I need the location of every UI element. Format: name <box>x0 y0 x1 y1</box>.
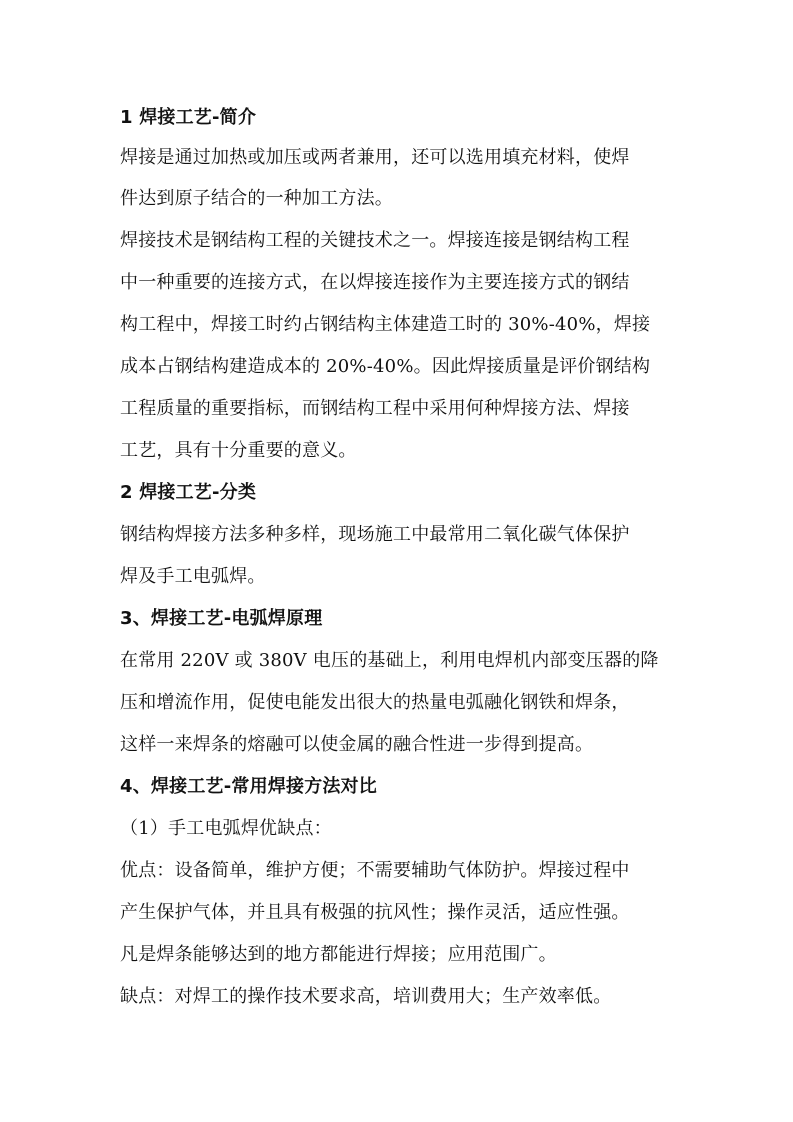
section-1-line-2: 件达到原子结合的一种加工方法。 <box>120 188 393 209</box>
section-1-heading: 1 焊接工艺-简介 <box>120 107 257 128</box>
section-1-line-7: 工程质量的重要指标，而钢结构工程中采用何种焊接方法、焊接 <box>120 398 630 419</box>
section-3-heading: 3、焊接工艺-电弧焊原理 <box>120 608 323 629</box>
section-4-line-2: 优点：设备简单，维护方便；不需要辅助气体防护。焊接过程中 <box>120 860 630 881</box>
section-4-line-1: （1）手工电弧焊优缺点： <box>120 818 332 839</box>
section-4-line-4: 凡是焊条能够达到的地方都能进行焊接；应用范围广。 <box>120 944 557 965</box>
section-3-line-3: 这样一来焊条的熔融可以使金属的融合性进一步得到提高。 <box>120 734 594 755</box>
section-3-line-2: 压和增流作用，促使电能发出很大的热量电弧融化钢铁和焊条， <box>120 692 630 713</box>
section-4-heading: 4、焊接工艺-常用焊接方法对比 <box>120 776 377 797</box>
section-2-line-1: 钢结构焊接方法多种多样，现场施工中最常用二氧化碳气体保护 <box>120 524 630 545</box>
section-1-line-1: 焊接是通过加热或加压或两者兼用，还可以选用填充材料，使焊 <box>120 147 630 168</box>
section-4-line-5: 缺点：对焊工的操作技术要求高，培训费用大；生产效率低。 <box>120 986 612 1007</box>
section-3-line-1: 在常用 220V 或 380V 电压的基础上，利用电焊机内部变压器的降 <box>120 650 659 671</box>
section-1-line-6: 成本占钢结构建造成本的 20%-40%。因此焊接质量是评价钢结构 <box>120 356 651 377</box>
section-4-line-3: 产生保护气体，并且具有极强的抗风性；操作灵活，适应性强。 <box>120 902 630 923</box>
section-2-heading: 2 焊接工艺-分类 <box>120 482 257 503</box>
section-1-line-8: 工艺，具有十分重要的意义。 <box>120 440 357 461</box>
section-1-line-5: 构工程中，焊接工时约占钢结构主体建造工时的 30%-40%，焊接 <box>120 314 651 335</box>
section-1-line-4: 中一种重要的连接方式，在以焊接连接作为主要连接方式的钢结 <box>120 272 630 293</box>
section-2-line-2: 焊及手工电弧焊。 <box>120 566 266 587</box>
section-1-line-3: 焊接技术是钢结构工程的关键技术之一。焊接连接是钢结构工程 <box>120 230 630 251</box>
